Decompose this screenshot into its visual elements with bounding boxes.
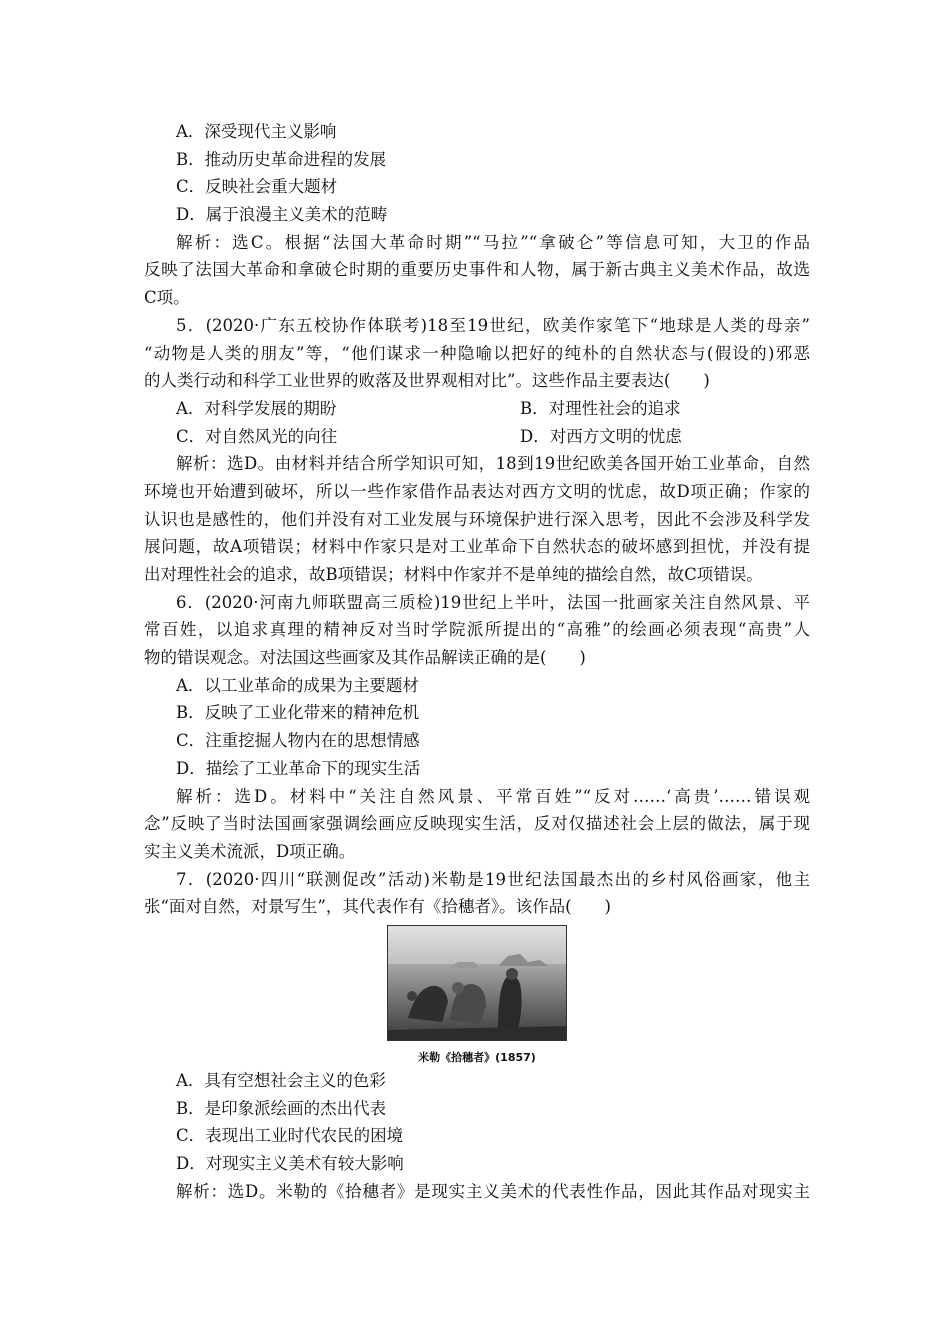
q4-options xyxy=(144,118,810,229)
q5-stem xyxy=(144,312,810,395)
q6-stem-line: 6．(2020·河南九师联盟高三质检)19世纪上半叶，法国一批画家关注自然风景、平 xyxy=(176,592,810,612)
q6-analysis-line: 念”反映了当时法国画家强调绘画应反映现实生活，反对仅描述社会上层的做法，属于现 xyxy=(144,814,810,834)
q6-option-c: C．注重挖掘人物内在的思想情感 xyxy=(176,731,420,751)
q4-option-d: D．属于浪漫主义美术的范畴 xyxy=(176,205,388,225)
q5-option-c: C．对自然风光的向往 xyxy=(176,426,338,446)
q5-analysis-line: 展问题，故A项错误；材料中作家只是对工业革命下自然状态的破坏感到担忧，并没有提 xyxy=(144,537,810,557)
q4-option-c: C．反映社会重大题材 xyxy=(176,177,338,197)
q5-stem-line: “动物是人类的朋友”等，“他们谋求一种隐喻以把好的纯朴的自然状态与(假设的)邪恶 xyxy=(144,343,810,363)
q4-analysis-line: 反映了法国大革命和拿破仑时期的重要历史事件和人物，属于新古典主义美术作品，故选 xyxy=(144,260,810,280)
q7-analysis-line: 解析：选D。米勒的《拾穗者》是现实主义美术的代表性作品，因此其作品对现实主 xyxy=(176,1181,810,1201)
gleaners-painting-image xyxy=(388,926,566,1040)
q6-stem-line: 常百姓，以追求真理的精神反对当时学院派所提出的“高雅”的绘画必须表现“高贵”人 xyxy=(144,620,810,640)
q6-analysis-line: 解析：选D。材料中“关注自然风景、平常百姓”“反对……‘高贵’……错误观 xyxy=(176,786,810,806)
q5-analysis-line: 出对理性社会的追求，故B项错误；材料中作家并不是单纯的描绘自然，故C项错误。 xyxy=(144,565,763,584)
q7-option-c: C．表现出工业时代农民的困境 xyxy=(176,1126,404,1146)
q7-option-d: D．对现实主义美术有较大影响 xyxy=(176,1154,404,1173)
q7-stem xyxy=(144,866,810,921)
q7-stem-line: 7．(2020·四川“联测促改”活动)米勒是19世纪法国最杰出的乡村风俗画家，他主 xyxy=(176,869,810,889)
q5-analysis xyxy=(144,450,810,588)
q6-analysis xyxy=(144,783,810,866)
q5-options xyxy=(144,395,810,450)
q4-analysis xyxy=(144,229,810,312)
q5-stem-line: 的人类行动和科学工业世界的败落及世界观相对比”。这些作品主要表达( ) xyxy=(144,371,710,391)
q5-option-d: D．对西方文明的忧虑 xyxy=(520,426,682,446)
q6-options xyxy=(144,672,810,783)
q5-analysis-line: 环境也开始遭到破坏，所以一些作家借作品表达对西方文明的忧虑，故D项正确；作家的 xyxy=(144,481,810,501)
q4-option-b: B．推动历史革命进程的发展 xyxy=(176,149,387,169)
q4-analysis-line: 解析：选C。根据“法国大革命时期”“马拉”“拿破仑”等信息可知，大卫的作品 xyxy=(176,232,810,252)
q6-stem xyxy=(144,589,810,672)
gleaners-painting xyxy=(387,925,567,1041)
q5-option-b: B．对理性社会的追求 xyxy=(520,398,681,418)
document-page xyxy=(144,118,810,1205)
q6-option-b: B．反映了工业化带来的精神危机 xyxy=(176,703,420,723)
q7-stem-line: 张“面对自然，对景写生”，其代表作有《拾穗者》。该作品( ) xyxy=(144,897,611,917)
q4-option-a: A．深受现代主义影响 xyxy=(176,122,337,141)
q5-option-a: A．对科学发展的期盼 xyxy=(176,398,337,418)
q7-option-a: A．具有空想社会主义的色彩 xyxy=(176,1070,386,1090)
q4-analysis-line: C项。 xyxy=(144,288,190,308)
q7-option-b: B．是印象派绘画的杰出代表 xyxy=(176,1098,387,1118)
q7-analysis xyxy=(144,1178,810,1206)
q6-analysis-line: 实主义美术流派，D项正确。 xyxy=(144,841,356,861)
q5-analysis-line: 解析：选D。由材料并结合所学知识可知，18到19世纪欧美各国开始工业革命，自然 xyxy=(176,454,810,474)
q7-options xyxy=(144,1067,810,1178)
q5-stem-line: 5．(2020·广东五校协作体联考)18至19世纪，欧美作家笔下“地球是人类的母亲” xyxy=(176,315,810,335)
gleaners-figure xyxy=(144,925,810,1067)
q6-stem-line: 物的错误观念。对法国这些画家及其作品解读正确的是( ) xyxy=(144,648,586,668)
figure-caption: 米勒《拾穗者》(1857) xyxy=(418,1050,536,1064)
q6-option-d: D．描绘了工业革命下的现实生活 xyxy=(176,758,421,778)
q6-option-a: A．以工业革命的成果为主要题材 xyxy=(176,675,419,695)
q5-analysis-line: 认识也是感性的，他们并没有对工业发展与环境保护进行深入思考，因此不会涉及科学发 xyxy=(144,509,810,529)
